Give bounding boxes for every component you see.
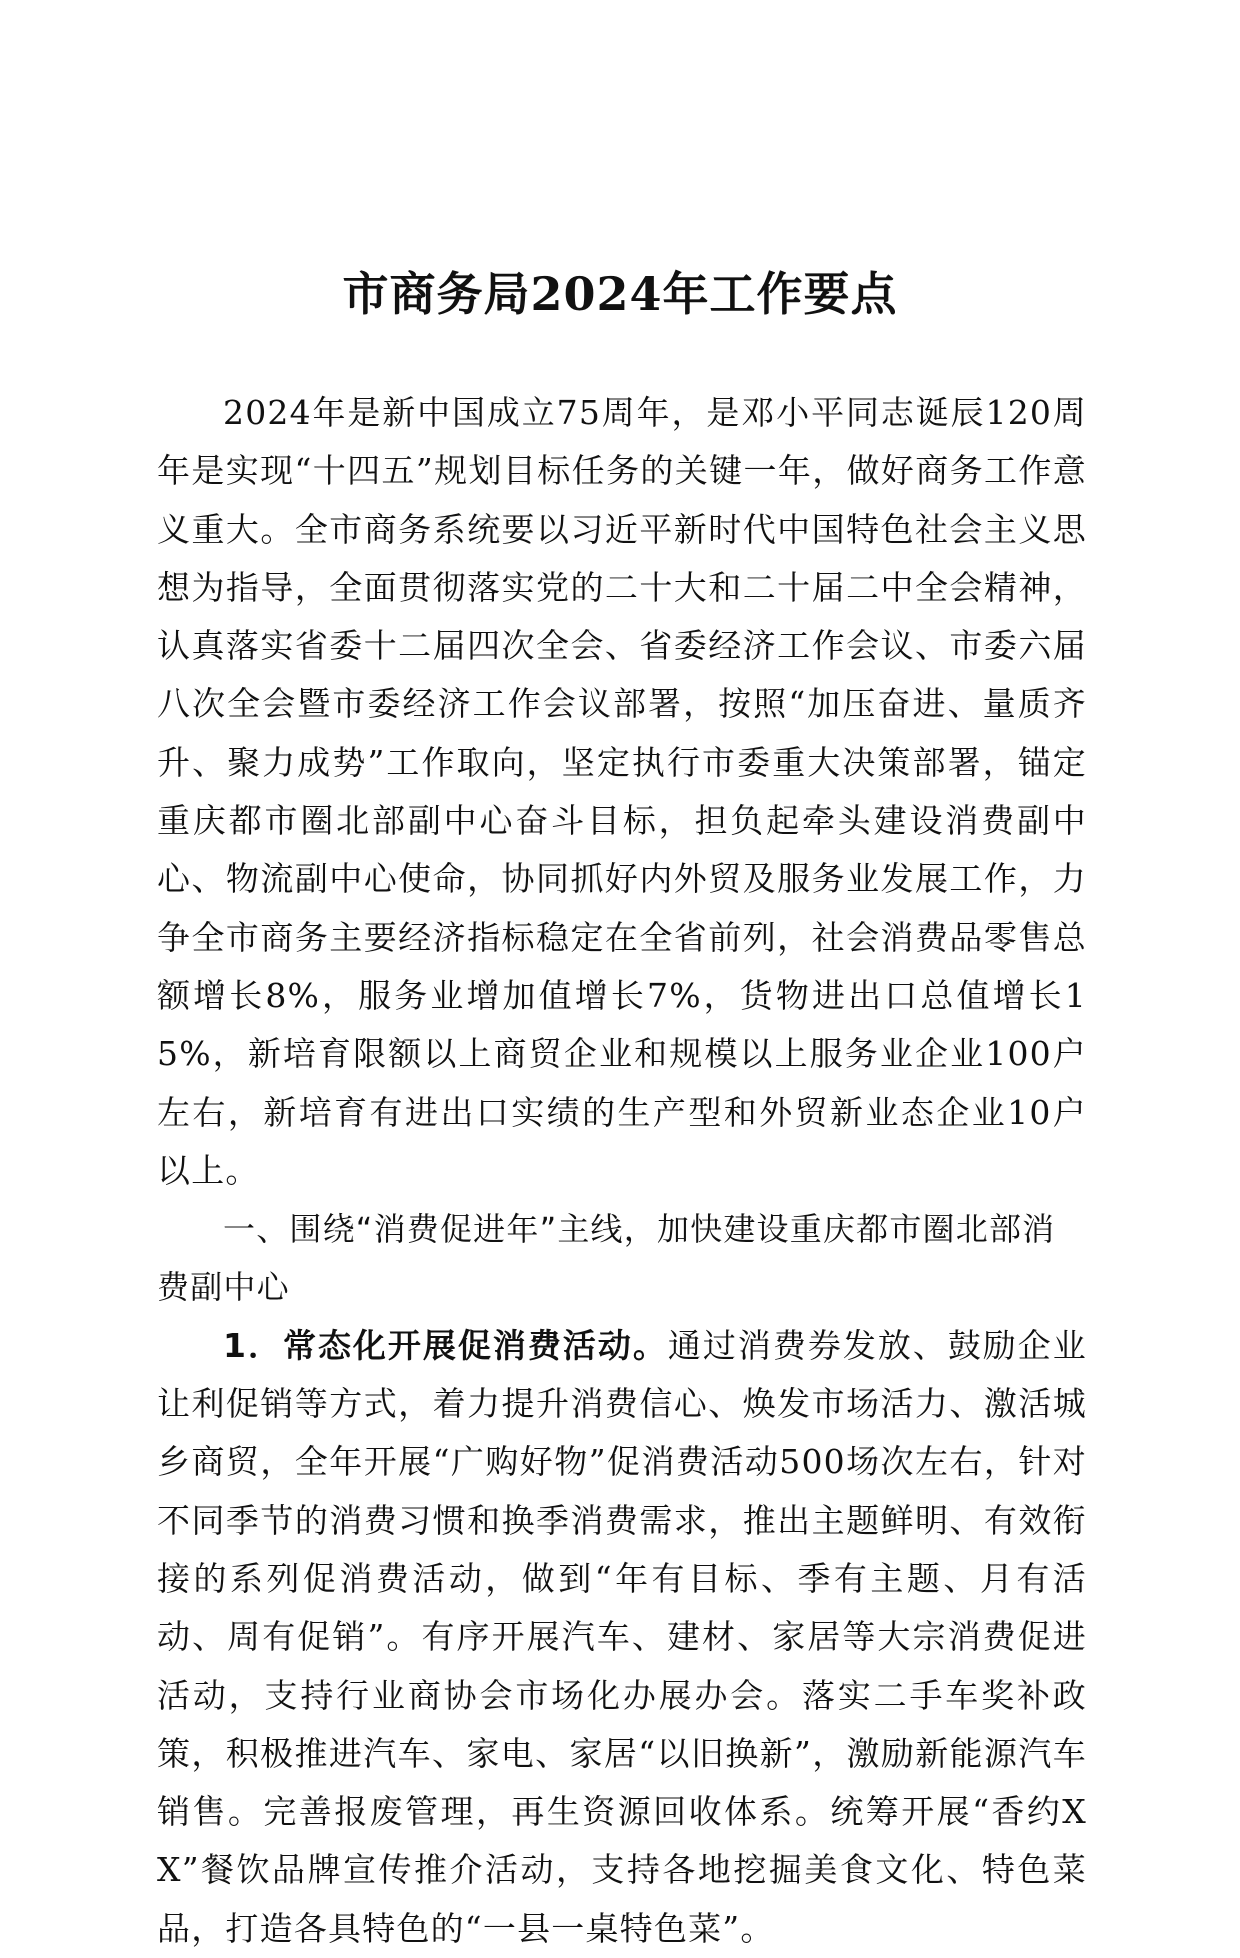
document-title: 市商务局2024年工作要点 [342, 267, 898, 321]
intro-paragraph: 2024年是新中国成立75周年，是邓小平同志诞辰120周年是实现“十四五”规划目标任务的关键一年，做好商务工作意义重大。全市商务系统要以习近平新时代中国特色社会主义思想为指导，全面贯彻落实党的二十大和二十届二中全会精神，认真落实省委十二届四次全会、省委经济工作会议、市委六届八次全会暨市委经济工作会议部署，按照“加压奋进、量质齐升、聚力成势”工作取向，坚定执行市委重大决策部署，锚定重庆都市圈北部副中心奋斗目标，担负起牵头建设消费副中心、物流副中心使命，协同抓好内外贸及服务业发展工作，力争全市商务主要经济指标稳定在全省前列，社会消费品零售总额增长8%，服务业增加值增长7%，货物进出口总值增长15%，新培育限额以上商贸企业和规模以上服务业企业100户左右，新培育有进出口实绩的生产型和外贸新业态企业10户以上。 [157, 393, 1087, 1190]
item-paragraph [157, 1317, 1087, 1958]
document-body [157, 384, 1087, 1958]
item-text: 通过消费券发放、鼓励企业让利促销等方式，着力提升消费信心、焕发市场活力、激活城乡商贸，全年开展“广购好物”促消费活动500场次左右，针对不同季节的消费习惯和换季消费需求，推出主题鲜明、有效衔接的系列促消费活动，做到“年有目标、季有主题、月有活动、周有促销”。有序开展汽车、建材、家居等大宗消费促进活动，支持行业商协会市场化办展办会。落实二手车奖补政策，积极推进汽车、家电、家居“以旧换新”，激励新能源汽车销售。完善报废管理，再生资源回收体系。统筹开展“香约XX”餐饮品牌宣传推介活动，支持各地挖掘美食文化、特色菜品，打造各具特色的“一县一桌特色菜”。 [157, 1325, 1087, 1948]
section-heading: 一、围绕“消费促进年”主线，加快建设重庆都市圈北部消费副中心 [157, 1210, 1056, 1307]
item-lead: 1．常态化开展促消费活动。 [223, 1325, 668, 1365]
